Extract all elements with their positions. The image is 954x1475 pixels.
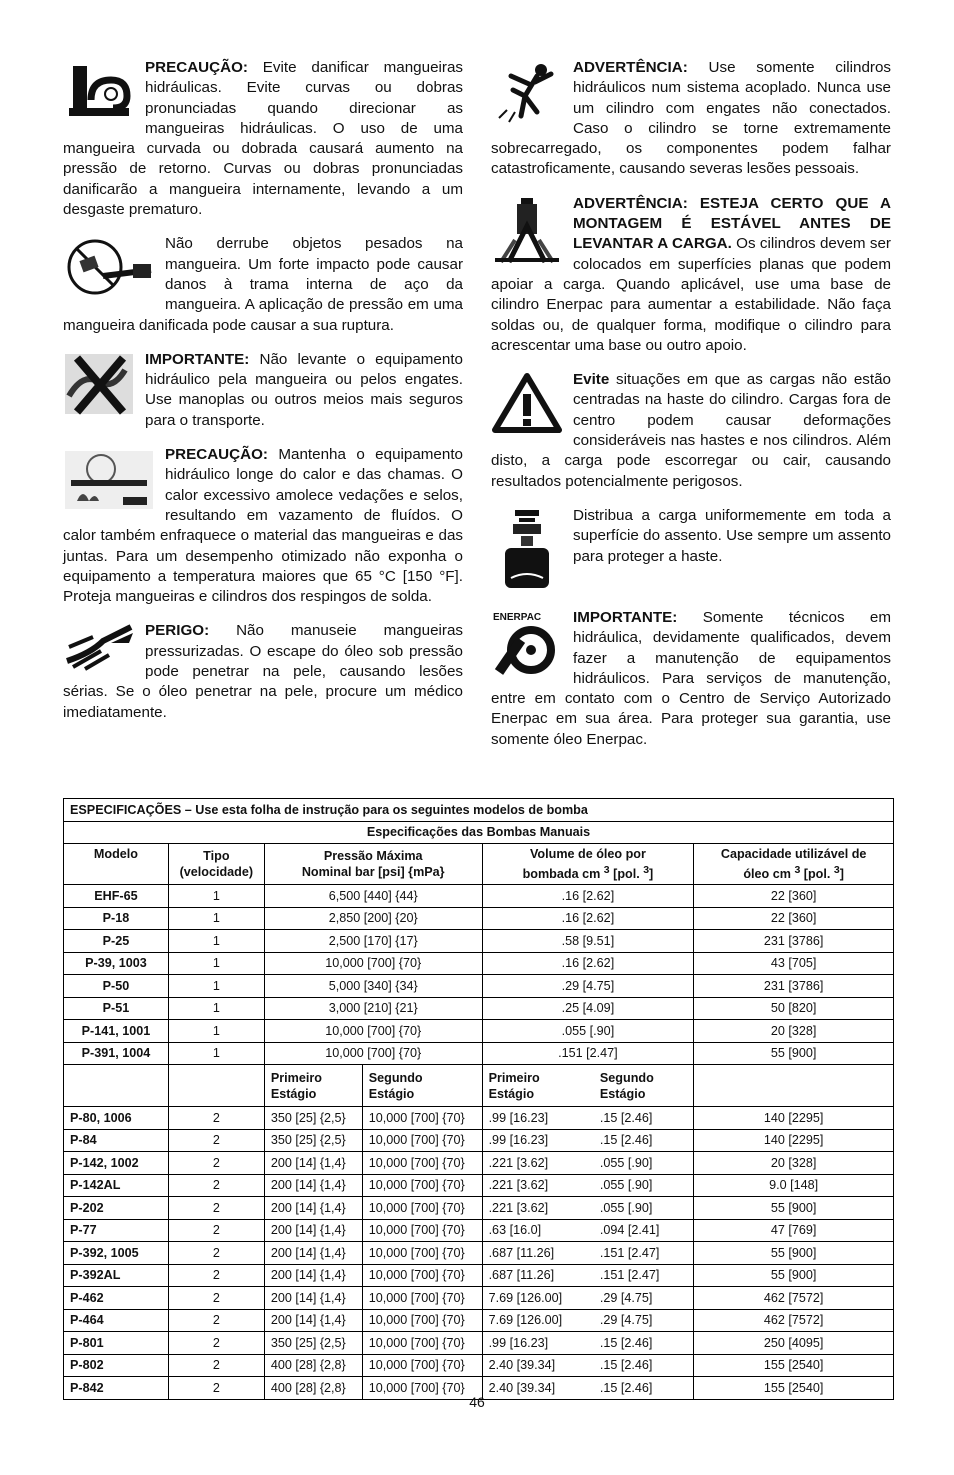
cell-tipo: 2	[168, 1332, 264, 1355]
cell-capacidade: 140 [2295]	[694, 1107, 894, 1130]
header-tipo: Tipo (velocidade)	[168, 844, 264, 885]
cell-tipo: 2	[168, 1242, 264, 1265]
hose-bend-icon	[63, 60, 135, 122]
cell-volume-first: .63 [16.0]	[482, 1219, 594, 1242]
cell-tipo: 1	[168, 952, 264, 975]
cell-capacidade: 47 [769]	[694, 1219, 894, 1242]
cell-volume-first: .687 [11.26]	[482, 1242, 594, 1265]
cell-volume-second: .094 [2.41]	[594, 1219, 694, 1242]
cell-pressao: 6,500 [440] {44}	[264, 885, 482, 908]
table-caption: ESPECIFICAÇÕES – Use esta folha de instrução para os seguintes modelos de bomba	[64, 799, 894, 822]
cell-capacidade: 462 [7572]	[694, 1287, 894, 1310]
warning-triangle-icon	[491, 372, 563, 434]
cell-capacidade: 250 [4095]	[694, 1332, 894, 1355]
cell-tipo: 1	[168, 885, 264, 908]
cell-volume-first: .99 [16.23]	[482, 1107, 594, 1130]
cell-modelo: P-802	[64, 1354, 169, 1377]
cell-modelo: P-18	[64, 907, 169, 930]
distribute-load	[491, 506, 891, 594]
warning-stable-title: ADVERTÊNCIA: ESTEJA CERTO QUE A MONTAGEM É ESTÁVEL ANTES DE LEVANTAR A CARGA.	[573, 194, 891, 253]
table-row	[64, 952, 894, 975]
distribute-text: Distribua a carga uniformemente em toda a superfície do assento. Use sempre um assento para proteger a haste.	[573, 506, 891, 565]
cell-pressao-second: 10,000 [700] {70}	[362, 1354, 482, 1377]
cell-capacidade: 231 [3786]	[694, 930, 894, 953]
table-row	[64, 1287, 894, 1310]
cell-volume-second: .29 [4.75]	[594, 1309, 694, 1332]
header-capacidade: Capacidade utilizável de óleo cm $^3$ [pol. $^3$]	[694, 844, 894, 885]
important-tech-title: IMPORTANTE:	[573, 608, 678, 626]
page-number: 46	[469, 1394, 485, 1410]
cell-tipo: 2	[168, 1354, 264, 1377]
no-lift-by-hose-icon	[63, 352, 135, 416]
cell-capacidade: 155 [2540]	[694, 1377, 894, 1400]
cell-volume-second: .055 [.90]	[594, 1152, 694, 1175]
table-row	[64, 1020, 894, 1043]
single-stage-body	[64, 885, 894, 1065]
cell-volume-second: .055 [.90]	[594, 1197, 694, 1220]
table-row	[64, 1354, 894, 1377]
warning-title: ADVERTÊNCIA:	[573, 59, 688, 76]
cell-tipo: 2	[168, 1264, 264, 1287]
cell-modelo: P-142AL	[64, 1174, 169, 1197]
cell-volume: .29 [4.75]	[482, 975, 694, 998]
cell-tipo: 2	[168, 1129, 264, 1152]
table-subtitle: Especificações das Bombas Manuais	[64, 821, 894, 844]
cell-volume-second: .15 [2.46]	[594, 1354, 694, 1377]
table-row	[64, 975, 894, 998]
stage-header-empty	[168, 1065, 264, 1107]
table-header-row	[64, 844, 894, 885]
cell-pressao-second: 10,000 [700] {70}	[362, 1242, 482, 1265]
caution-heat-text: Mantenha o equipamento hidráulico longe do calor e das chamas. O calor excessivo amolece vedações e selos, resultando em vazamento de fluídos. O calor também enfraquece o material das mangueiras e das juntas. Para um desempenho otimizado não exponha o equipamento a temperatura maiores que 65 °C [150 °F]. Proteja mangueiras e cilindros dos respingos de solda.	[63, 446, 463, 606]
cell-modelo: P-51	[64, 997, 169, 1020]
important-technicians	[491, 608, 891, 750]
cell-volume: .16 [2.62]	[482, 952, 694, 975]
cell-tipo: 1	[168, 1020, 264, 1043]
cell-pressao-second: 10,000 [700] {70}	[362, 1174, 482, 1197]
warning-text: Use somente cilindros hidráulicos num sistema acoplado. Nunca use um cilindro com engates não conectados. Caso o cilindro se torne extremamente sobrecarregado, os componentes podem falhar catastroficamente, causando severas lesões pessoais.	[491, 59, 891, 178]
cell-pressao: 10,000 [700] {70}	[264, 1042, 482, 1065]
cell-capacidade: 462 [7572]	[694, 1309, 894, 1332]
cell-pressao: 5,000 [340] {34}	[264, 975, 482, 998]
cell-volume-second: .151 [2.47]	[594, 1264, 694, 1287]
cell-volume-second: .151 [2.47]	[594, 1242, 694, 1265]
cell-pressao-second: 10,000 [700] {70}	[362, 1332, 482, 1355]
stage-header-pressure-second: Segundo Estágio	[362, 1065, 482, 1107]
cell-volume-first: .687 [11.26]	[482, 1264, 594, 1287]
cell-capacidade: 231 [3786]	[694, 975, 894, 998]
cell-volume-second: .15 [2.46]	[594, 1377, 694, 1400]
header-pressao: Pressão Máxima Nominal bar [psi] {mPa}	[264, 844, 482, 885]
table-row	[64, 1242, 894, 1265]
cylinder-stand-icon	[491, 196, 563, 264]
table-row	[64, 930, 894, 953]
danger-pressurized	[63, 621, 463, 722]
cell-modelo: P-25	[64, 930, 169, 953]
saddle-cylinder-icon	[491, 508, 563, 592]
cell-pressao-first: 200 [14] {1,4}	[264, 1174, 362, 1197]
two-stage-body	[64, 1107, 894, 1400]
cell-pressao-first: 200 [14] {1,4}	[264, 1309, 362, 1332]
cell-volume-second: .29 [4.75]	[594, 1287, 694, 1310]
stage-header-empty	[64, 1065, 169, 1107]
cell-tipo: 2	[168, 1377, 264, 1400]
cell-volume-first: .221 [3.62]	[482, 1152, 594, 1175]
table-row	[64, 1332, 894, 1355]
cell-capacidade: 55 [900]	[694, 1264, 894, 1287]
cell-tipo: 1	[168, 1042, 264, 1065]
cell-pressao-first: 350 [25] {2,5}	[264, 1107, 362, 1130]
cell-capacidade: 22 [360]	[694, 907, 894, 930]
cell-volume: .16 [2.62]	[482, 907, 694, 930]
table-row	[64, 997, 894, 1020]
cell-volume-second: .15 [2.46]	[594, 1107, 694, 1130]
cell-capacidade: 9.0 [148]	[694, 1174, 894, 1197]
cell-modelo: P-464	[64, 1309, 169, 1332]
danger-text: Não manuseie mangueiras pressurizadas. O escape do óleo sob pressão pode penetrar na pele, causando lesões sérias. Se o óleo penetrar na pele, procure um médico imediatamente.	[63, 622, 463, 721]
cell-modelo: P-392AL	[64, 1264, 169, 1287]
warning-stable	[491, 194, 891, 356]
table-row	[64, 1107, 894, 1130]
avoid-title: Evite	[573, 371, 610, 389]
cell-pressao-first: 200 [14] {1,4}	[264, 1152, 362, 1175]
cell-volume-first: .99 [16.23]	[482, 1129, 594, 1152]
cell-pressao-second: 10,000 [700] {70}	[362, 1377, 482, 1400]
cell-modelo: EHF-65	[64, 885, 169, 908]
cell-pressao: 10,000 [700] {70}	[264, 952, 482, 975]
cell-modelo: P-142, 1002	[64, 1152, 169, 1175]
cell-pressao-second: 10,000 [700] {70}	[362, 1219, 482, 1242]
cell-modelo: P-77	[64, 1219, 169, 1242]
cell-capacidade: 55 [900]	[694, 1197, 894, 1220]
warning-stable-text: Os cilindros devem ser colocados em superfícies planas que podem apoiar a carga. Quando aplicável, use uma base de cilindro Enerpac para aumentar a estabilidade. Não faça soldas ou, de qualquer forma, modifique o cilindro para acrescentar uma base ou outro apoio.	[491, 235, 891, 354]
table-row	[64, 1309, 894, 1332]
cell-capacidade: 55 [900]	[694, 1242, 894, 1265]
header-modelo: Modelo	[64, 844, 169, 885]
enerpac-wrench-icon	[491, 610, 563, 676]
cell-modelo: P-391, 1004	[64, 1042, 169, 1065]
cell-volume-first: 2.40 [39.34]	[482, 1354, 594, 1377]
cell-volume: .16 [2.62]	[482, 885, 694, 908]
cell-pressao: 3,000 [210] {21}	[264, 997, 482, 1020]
header-volume: Volume de óleo por bombada cm $^3$ [pol. $^3$]	[482, 844, 694, 885]
avoid-off-center	[491, 370, 891, 492]
table-row	[64, 1174, 894, 1197]
cell-volume: .151 [2.47]	[482, 1042, 694, 1065]
caution-hose-bending	[63, 58, 463, 220]
specifications-table	[63, 798, 894, 1400]
no-drop-objects	[63, 234, 463, 335]
cell-tipo: 1	[168, 997, 264, 1020]
important-title: IMPORTANTE:	[145, 350, 250, 368]
cell-capacidade: 55 [900]	[694, 1042, 894, 1065]
cell-modelo: P-202	[64, 1197, 169, 1220]
cell-volume: .055 [.90]	[482, 1020, 694, 1043]
cell-volume-first: 2.40 [39.34]	[482, 1377, 594, 1400]
table-row	[64, 1042, 894, 1065]
cell-pressao-second: 10,000 [700] {70}	[362, 1287, 482, 1310]
pressurized-hose-icon	[63, 623, 135, 671]
stage-header-volume-first: Primeiro Estágio	[482, 1065, 594, 1107]
cell-pressao-first: 200 [14] {1,4}	[264, 1197, 362, 1220]
important-tech-text: Somente técnicos em hidráulica, devidamente qualificados, devem fazer a manutenção de equipamentos hidráulicos. Para serviços de manutenção, entre em contato com o Centro de Serviço Autorizado Enerpac em sua área. Para proteger sua garantia, use somente óleo Enerpac.	[491, 608, 891, 748]
cell-capacidade: 43 [705]	[694, 952, 894, 975]
cell-tipo: 2	[168, 1107, 264, 1130]
table-row	[64, 907, 894, 930]
cell-volume-first: .221 [3.62]	[482, 1174, 594, 1197]
cell-pressao: 2,500 [170] {17}	[264, 930, 482, 953]
cell-modelo: P-801	[64, 1332, 169, 1355]
cell-modelo: P-39, 1003	[64, 952, 169, 975]
caution-heat-title: PRECAUÇÃO:	[165, 446, 268, 464]
cell-pressao-second: 10,000 [700] {70}	[362, 1107, 482, 1130]
cell-pressao-second: 10,000 [700] {70}	[362, 1129, 482, 1152]
table-row	[64, 1152, 894, 1175]
person-injury-icon	[491, 60, 563, 126]
right-column	[491, 58, 891, 764]
cell-pressao-second: 10,000 [700] {70}	[362, 1264, 482, 1287]
avoid-text: situações em que as cargas não estão centradas na haste do cilindro. Cargas fora de centro podem causar deformações consideráveis nas hastes e nos cilindros. Além disto, a carga pode escorregar ou cair, causando resultados potencialmente perigosos.	[491, 371, 891, 490]
cell-pressao-first: 200 [14] {1,4}	[264, 1219, 362, 1242]
cell-tipo: 1	[168, 930, 264, 953]
cell-capacidade: 22 [360]	[694, 885, 894, 908]
cell-modelo: P-50	[64, 975, 169, 998]
cell-pressao: 2,850 [200] {20}	[264, 907, 482, 930]
stage-header-empty	[694, 1065, 894, 1107]
cell-capacidade: 140 [2295]	[694, 1129, 894, 1152]
cell-tipo: 1	[168, 907, 264, 930]
cell-volume-first: .99 [16.23]	[482, 1332, 594, 1355]
table-row	[64, 1264, 894, 1287]
cell-pressao-first: 200 [14] {1,4}	[264, 1264, 362, 1287]
cell-pressao-second: 10,000 [700] {70}	[362, 1197, 482, 1220]
cell-modelo: P-842	[64, 1377, 169, 1400]
cell-modelo: P-462	[64, 1287, 169, 1310]
cell-capacidade: 50 [820]	[694, 997, 894, 1020]
heat-flame-icon	[63, 447, 155, 511]
left-column	[63, 58, 463, 737]
cell-volume: .58 [9.51]	[482, 930, 694, 953]
caution-title: PRECAUÇÃO:	[145, 59, 248, 76]
important-lift	[63, 350, 463, 431]
cell-modelo: P-80, 1006	[64, 1107, 169, 1130]
cell-volume: .25 [4.09]	[482, 997, 694, 1020]
cell-pressao-second: 10,000 [700] {70}	[362, 1309, 482, 1332]
caution-text: Evite danificar mangueiras hidráulicas. Evite curvas ou dobras pronunciadas quando direcionar as mangueiras hidráulicas. O uso de uma mangueira curvada ou dobrada causará aumento na pressão de retorno. Curvas ou dobras pronunciadas danificarão a mangueira internamente, levando a um desgaste prematuro.	[63, 59, 463, 219]
cell-pressao-first: 350 [25] {2,5}	[264, 1129, 362, 1152]
table-row	[64, 1129, 894, 1152]
cell-tipo: 2	[168, 1287, 264, 1310]
cell-volume-first: 7.69 [126.00]	[482, 1309, 594, 1332]
cell-pressao-first: 200 [14] {1,4}	[264, 1287, 362, 1310]
cell-pressao-first: 350 [25] {2,5}	[264, 1332, 362, 1355]
cell-tipo: 2	[168, 1174, 264, 1197]
cell-tipo: 2	[168, 1309, 264, 1332]
caution-heat	[63, 445, 463, 607]
cell-capacidade: 155 [2540]	[694, 1354, 894, 1377]
stage-header-pressure-first: Primeiro Estágio	[264, 1065, 362, 1107]
table-row	[64, 1219, 894, 1242]
warning-coupled	[491, 58, 891, 180]
table-row	[64, 885, 894, 908]
enerpac-logo-text: ENERPAC	[493, 611, 542, 623]
cell-volume-first: .221 [3.62]	[482, 1197, 594, 1220]
cell-pressao-first: 200 [14] {1,4}	[264, 1242, 362, 1265]
stage-header-row	[64, 1065, 894, 1107]
cell-tipo: 2	[168, 1219, 264, 1242]
table-row	[64, 1197, 894, 1220]
cell-modelo: P-84	[64, 1129, 169, 1152]
cell-volume-first: 7.69 [126.00]	[482, 1287, 594, 1310]
cell-pressao-first: 400 [28] {2,8}	[264, 1354, 362, 1377]
no-drop-icon	[63, 236, 155, 298]
cell-pressao-first: 400 [28] {2,8}	[264, 1377, 362, 1400]
cell-tipo: 1	[168, 975, 264, 998]
cell-pressao: 10,000 [700] {70}	[264, 1020, 482, 1043]
cell-pressao-second: 10,000 [700] {70}	[362, 1152, 482, 1175]
cell-volume-second: .15 [2.46]	[594, 1332, 694, 1355]
cell-volume-second: .055 [.90]	[594, 1174, 694, 1197]
cell-modelo: P-141, 1001	[64, 1020, 169, 1043]
cell-tipo: 2	[168, 1152, 264, 1175]
stage-header-volume-second: Segundo Estágio	[594, 1065, 694, 1107]
cell-volume-second: .15 [2.46]	[594, 1129, 694, 1152]
no-drop-text: Não derrube objetos pesados na mangueira. Um forte impacto pode causar danos à trama interna de aço da mangueira. A aplicação de pressão em uma mangueira danificada pode causar a sua ruptura.	[63, 235, 463, 334]
cell-modelo: P-392, 1005	[64, 1242, 169, 1265]
cell-capacidade: 20 [328]	[694, 1020, 894, 1043]
important-text: Não levante o equipamento hidráulico pela mangueira ou pelos engates. Use manoplas ou outros meios mais seguros para o transporte.	[145, 350, 463, 429]
danger-title: PERIGO:	[145, 622, 210, 640]
cell-capacidade: 20 [328]	[694, 1152, 894, 1175]
cell-tipo: 2	[168, 1197, 264, 1220]
